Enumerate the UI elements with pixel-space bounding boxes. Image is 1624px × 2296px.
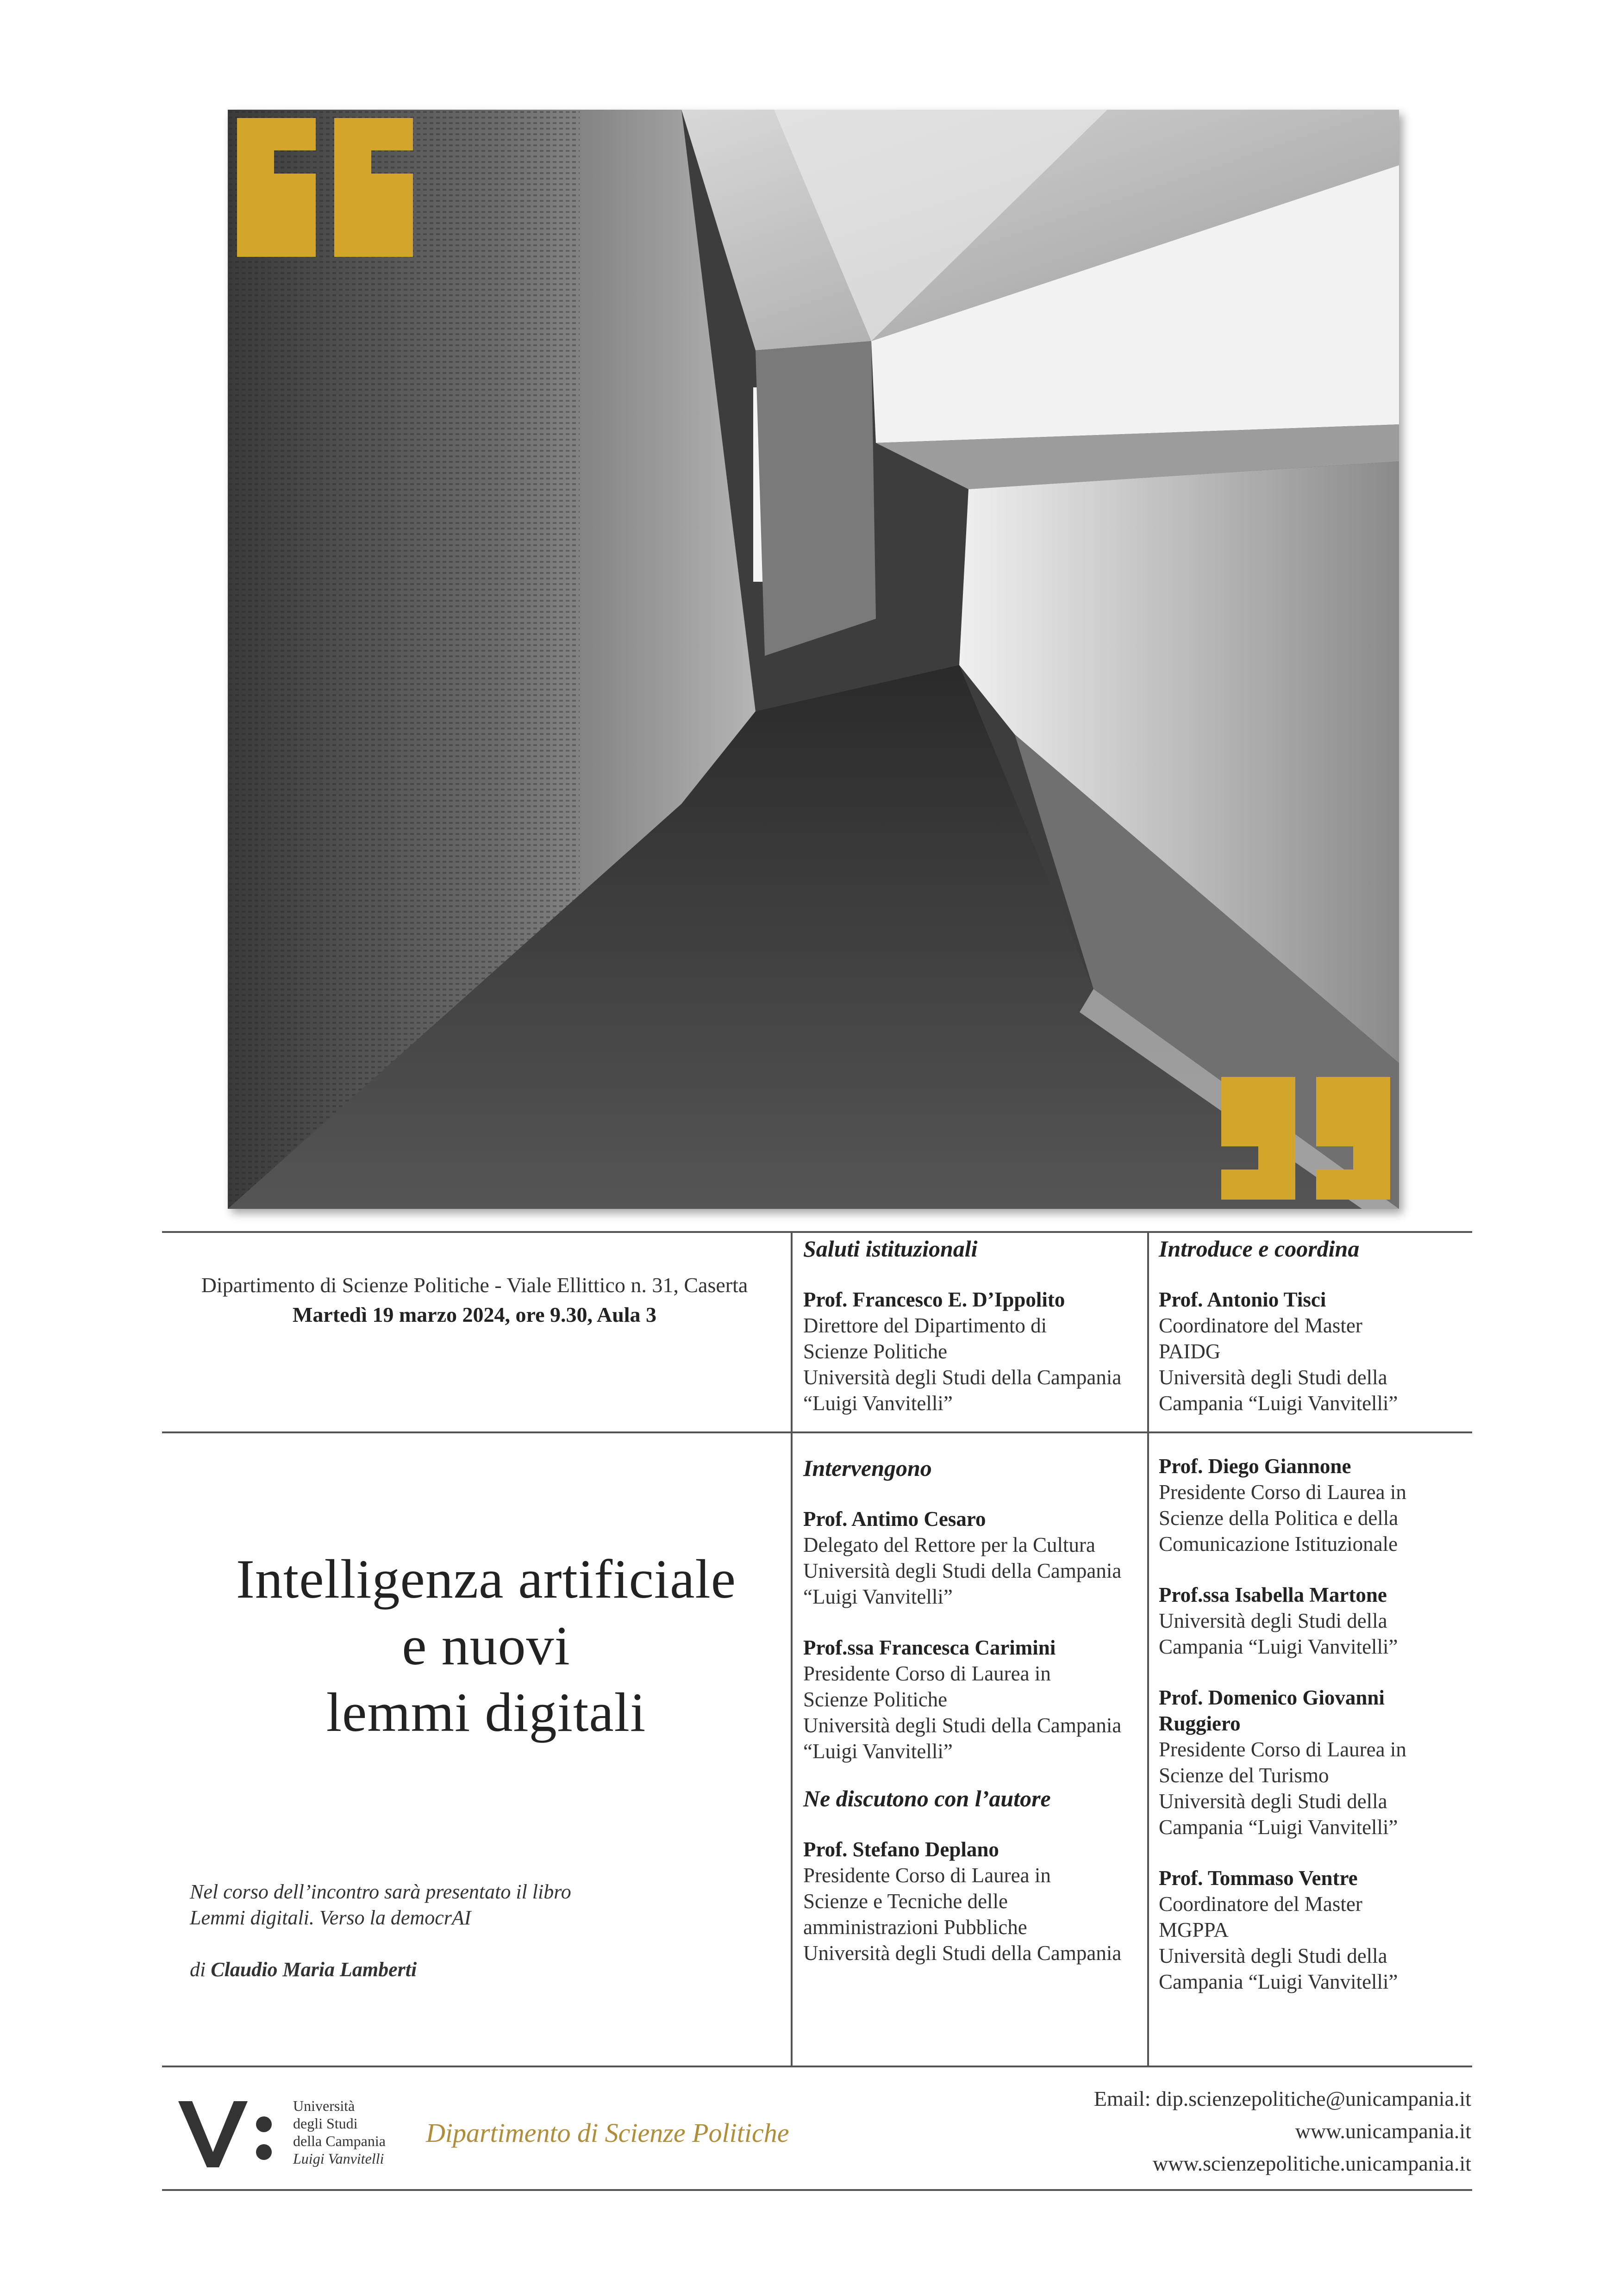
open-quote-mark bbox=[237, 118, 413, 257]
discutono-title: Ne discutono con l’autore bbox=[803, 1786, 1051, 1811]
speaker-name: Prof.ssa Francesca Carimini bbox=[803, 1636, 1056, 1659]
book-presentation bbox=[190, 1879, 768, 1931]
venue-address: Dipartimento di Scienze Politiche - Viale Ellittico n. 31, Caserta bbox=[201, 1273, 748, 1297]
speaker bbox=[1159, 1453, 1464, 1557]
book-title-line: lemmi digitali bbox=[326, 1681, 646, 1743]
book-title bbox=[162, 1546, 810, 1746]
speaker-role: Coordinatore del Master MGPPA Università degli Studi della Campania “Luigi Vanvitelli” bbox=[1159, 1892, 1398, 1993]
speaker-role: Università degli Studi della Campania “Luigi Vanvitelli” bbox=[1159, 1609, 1398, 1658]
speaker-name: Prof. Antonio Tisci bbox=[1159, 1288, 1326, 1311]
book-author bbox=[190, 1958, 417, 1981]
speaker-role: Delegato del Rettore per la Cultura Università degli Studi della Campania “Luigi Vanvitelli” bbox=[803, 1533, 1122, 1608]
speaker-name: Prof.ssa Isabella Martone bbox=[1159, 1583, 1387, 1606]
speaker bbox=[1159, 1685, 1464, 1840]
speaker-role: Presidente Corso di Laurea in Scienze e Tecniche delle amministrazioni Pubbliche Università degli Studi della Campania bbox=[803, 1864, 1122, 1965]
email-link[interactable]: Email: dip.scienzepolitiche@unicampania.it bbox=[1093, 2087, 1471, 2110]
speaker-role: Presidente Corso di Laurea in Scienze Politiche Università degli Studi della Campania “Luigi Vanvitelli” bbox=[803, 1662, 1122, 1763]
logo-line: Università bbox=[293, 2097, 355, 2114]
intervengono-title: Intervengono bbox=[803, 1455, 932, 1481]
speaker bbox=[1159, 1865, 1464, 1995]
open-quote-icon bbox=[237, 118, 413, 257]
author-prefix: di bbox=[190, 1958, 206, 1981]
rule-footer bbox=[162, 2189, 1472, 2191]
event-info bbox=[162, 1270, 787, 1330]
author-name: Claudio Maria Lamberti bbox=[211, 1958, 417, 1981]
university-logo-text bbox=[293, 2097, 386, 2167]
speaker bbox=[1159, 1582, 1464, 1660]
close-quote-icon bbox=[1221, 1077, 1390, 1200]
book-title-line: Intelligenza artificiale bbox=[236, 1548, 737, 1610]
speaker-role: Direttore del Dipartimento di Scienze Politiche Università degli Studi della Campania “Luigi Vanvitelli” bbox=[803, 1314, 1122, 1415]
speaker-name: Prof. Stefano Deplano bbox=[803, 1838, 999, 1861]
contacts bbox=[1094, 2083, 1471, 2180]
speaker-name: Prof. Francesco E. D’Ippolito bbox=[803, 1288, 1065, 1311]
website-link[interactable]: www.scienzepolitiche.unicampania.it bbox=[1152, 2152, 1471, 2175]
presentation-line: Nel corso dell’incontro sarà presentato il libro bbox=[190, 1880, 571, 1903]
book-title-line: e nuovi bbox=[402, 1615, 570, 1676]
corridor-photo bbox=[228, 110, 1399, 1209]
department-name: Dipartimento di Scienze Politiche bbox=[426, 2118, 789, 2148]
speaker-role: Coordinatore del Master PAIDG Università degli Studi della Campania “Luigi Vanvitelli” bbox=[1159, 1314, 1398, 1415]
event-date: Martedì 19 marzo 2024, ore 9.30, Aula 3 bbox=[292, 1303, 657, 1326]
introduce-section bbox=[1159, 1235, 1464, 1441]
rule-top bbox=[162, 1231, 1472, 1233]
introduce-title: Introduce e coordina bbox=[1159, 1236, 1360, 1262]
speaker-role: Presidente Corso di Laurea in Scienze del Turismo Università degli Studi della Campania “Luigi Vanvitelli” bbox=[1159, 1738, 1406, 1839]
speaker-name: Prof. Domenico Giovanni Ruggiero bbox=[1159, 1686, 1385, 1735]
speaker-name: Prof. Tommaso Ventre bbox=[1159, 1867, 1358, 1890]
close-quote-mark bbox=[1221, 1077, 1390, 1200]
speaker bbox=[803, 1836, 1141, 1966]
logo-line: della Campania bbox=[293, 2133, 386, 2149]
speaker bbox=[1159, 1287, 1464, 1416]
website-link[interactable]: www.unicampania.it bbox=[1295, 2119, 1471, 2143]
saluti-section bbox=[803, 1235, 1141, 1441]
rule-bottom bbox=[162, 2066, 1472, 2067]
speaker-name: Prof. Diego Giannone bbox=[1159, 1455, 1351, 1478]
speaker bbox=[803, 1287, 1141, 1416]
intervengono-section bbox=[803, 1454, 1141, 1991]
university-logo bbox=[178, 2094, 400, 2178]
saluti-title: Saluti istituzionali bbox=[803, 1236, 978, 1262]
speaker-role: Presidente Corso di Laurea in Scienze della Politica e della Comunicazione Istituzionale bbox=[1159, 1481, 1406, 1556]
university-logo-icon bbox=[178, 2099, 285, 2168]
logo-line: degli Studi bbox=[293, 2115, 358, 2132]
speaker-name: Prof. Antimo Cesaro bbox=[803, 1507, 986, 1531]
speaker bbox=[803, 1635, 1141, 1764]
speaker bbox=[803, 1506, 1141, 1610]
column-divider-2 bbox=[1147, 1231, 1149, 2066]
presentation-line: Lemmi digitali. Verso la democrAI bbox=[190, 1906, 471, 1929]
corridor-illustration bbox=[228, 110, 1399, 1209]
right-speakers bbox=[1159, 1453, 1464, 2020]
logo-line: Luigi Vanvitelli bbox=[293, 2150, 384, 2167]
